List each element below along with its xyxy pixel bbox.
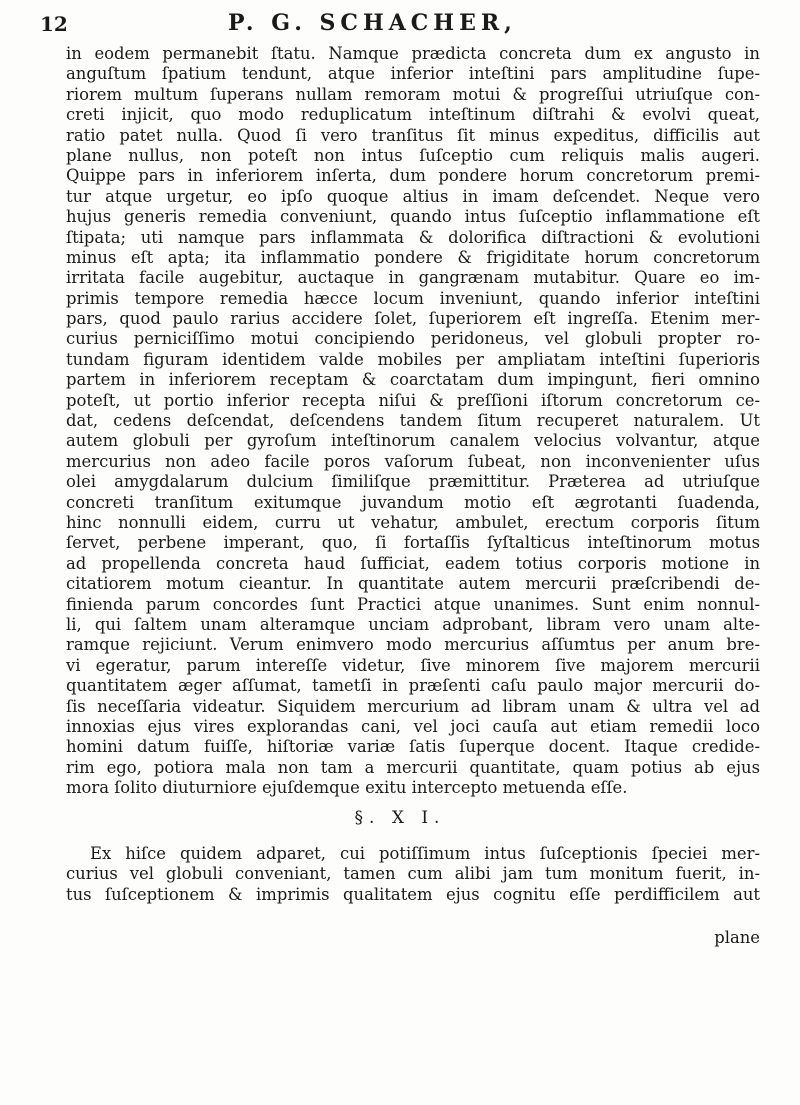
text-line: li, qui ſaltem unam alteramque unciam adprobant, libram vero unam alte- <box>66 614 760 634</box>
text-line: plane nullus, non poteſt non intus ſuſceptio cum reliquis malis augeri. <box>66 145 760 165</box>
text-line: primis tempore remedia hæcce locum inveniunt, quando inferior inteſtini <box>66 288 760 308</box>
text-line: curius perniciſſimo motui concipiendo peridoneus, vel globuli propter ro- <box>66 329 760 349</box>
text-line: poteſt, ut portio inferior recepta niſui & preſſioni iſtorum concretorum ce- <box>66 390 760 410</box>
text-line: tundam figuram identidem valde mobiles per ampliatam inteſtini ſuperioris <box>66 349 760 369</box>
text-line: hujus generis remedia conveniunt, quando intus ſuſceptio inflammatione eſt <box>66 207 760 227</box>
section-heading: §. X I. <box>354 808 446 828</box>
text-line: curius vel globuli conveniant, tamen cum alibi jam tum monitum fuerit, in- <box>66 864 760 884</box>
text-line: mora ſolito diuturniore ejuſdemque exitu intercepto metuenda eſſe. <box>66 778 628 798</box>
paragraph-continued <box>66 44 760 798</box>
text-line: partem in inferiorem receptam & coarctatam dum impingunt, fieri omnino <box>66 370 760 390</box>
text-line: irritata facile augebitur, auctaque in gangrænam mutabitur. Quare eo im- <box>66 268 760 288</box>
text-line: ſtipata; uti namque pars inflammata & dolorifica diſtractioni & evolutioni <box>66 227 760 247</box>
text-line: Quippe pars in inferiorem inſerta, dum pondere horum concretorum premi- <box>66 166 760 186</box>
text-line: minus eſt apta; ita inflammatio pondere & frigiditate horum concretorum <box>66 247 760 267</box>
text-line: ramque rejiciunt. Verum enimvero modo mercurius aſſumtus per anum bre- <box>66 635 760 655</box>
text-line: autem globuli per gyroſum inteſtinorum canalem velocius volvantur, atque <box>66 431 760 451</box>
text-line: homini datum fuiſſe, hiſtoriæ variæ ſatis ſuperque docent. Itaque credide- <box>66 737 760 757</box>
paragraph-new <box>66 844 760 905</box>
text-line: quantitatem æger aſſumat, tametſi in præſenti caſu paulo major mercurii do- <box>66 676 760 696</box>
text-line: finienda parum concordes ſunt Practici atque unanimes. Sunt enim nonnul- <box>66 594 760 614</box>
text-line: innoxias ejus vires explorandas cani, vel joci cauſa aut etiam remedii loco <box>66 716 760 736</box>
text-line: creti injicit, quo modo reduplicatum inteſtinum diſtrahi & evolvi queat, <box>66 105 760 125</box>
text-line: rim ego, potiora mala non tam a mercurii quantitate, quam potius ab ejus <box>66 757 760 777</box>
text-line: ratio patet nulla. Quod ſi vero tranſitus ſit minus expeditus, difficilis aut <box>66 125 760 145</box>
text-line: tus ſuſceptionem & imprimis qualitatem ejus cognitu eſſe perdifficilem aut <box>66 884 760 904</box>
text-line: ſis neceſſaria videatur. Siquidem mercurium ad libram unam & ultra vel ad <box>66 696 760 716</box>
catchword: plane <box>714 928 760 947</box>
text-line: Ex hiſce quidem adparet, cui potiſſimum intus ſuſceptionis ſpeciei mer- <box>90 844 760 863</box>
text-line: riorem multum ſuperans nullam remoram motui & progreſſui utriuſque con- <box>66 84 760 104</box>
text-line: vi egeratur, parum intereſſe videtur, ſive minorem ſive majorem mercurii <box>66 655 760 675</box>
text-line: dat, cedens deſcendat, deſcendens tandem ſitum recuperet naturalem. Ut <box>66 411 760 431</box>
text-line: in eodem permanebit ſtatu. Namque prædicta concreta dum ex angusto in <box>66 44 760 63</box>
text-line: mercurius non adeo facile poros vaſorum ſubeat, non inconvenienter uſus <box>66 451 760 471</box>
page-header <box>40 10 760 40</box>
text-line: tur atque urgetur, eo ipſo quoque altius in imam deſcendet. Neque vero <box>66 186 760 206</box>
text-line: olei amygdalarum dulcium ſimiliſque præmittitur. Præterea ad utriuſque <box>66 472 760 492</box>
text-line: hinc nonnulli eidem, curru ut vehatur, ambulet, erectum corporis ſitum <box>66 512 760 532</box>
text-line: pars, quod paulo rarius accidere ſolet, ſuperiorem eſt ingreſſa. Etenim mer- <box>66 309 760 329</box>
text-line: ad propellenda concreta haud ſufficiat, eadem totius corporis motione in <box>66 553 760 573</box>
text-line: ſervet, perbene imperant, quo, ſi fortaſſis ſyſtalticus inteſtinorum motus <box>66 533 760 553</box>
running-head: P. G. SCHACHER, <box>228 10 517 36</box>
page-number: 12 <box>40 12 68 36</box>
text-line: concreti tranſitum exitumque juvandum motio eſt ægrotanti ſuadenda, <box>66 492 760 512</box>
text-line: anguſtum ſpatium tendunt, atque inferior inteſtini pars amplitudine ſupe- <box>66 64 760 84</box>
text-line: citatiorem motum cieantur. In quantitate autem mercurii præſcribendi de- <box>66 574 760 594</box>
